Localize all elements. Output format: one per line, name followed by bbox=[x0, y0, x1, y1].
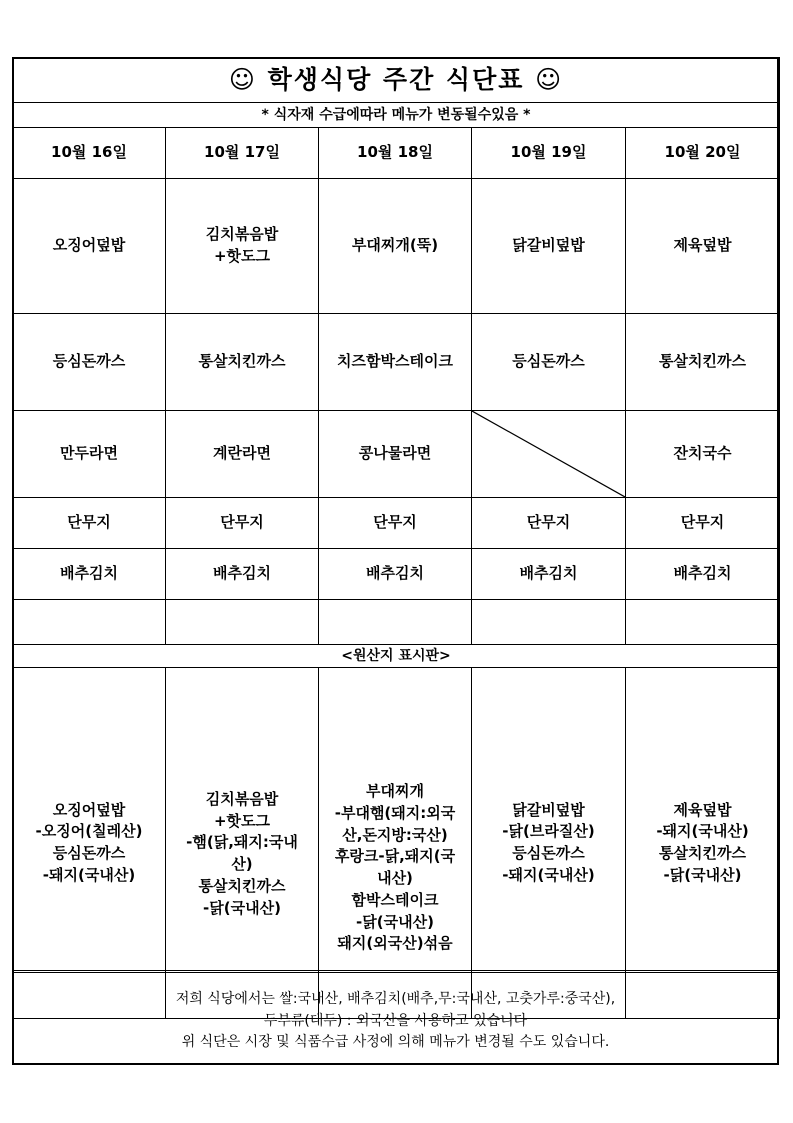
kimchi-cell: 배추김치 bbox=[626, 549, 780, 600]
main-dish-cell: 제육덮밥 bbox=[626, 179, 780, 314]
side-dish-cell: 등심돈까스 bbox=[472, 314, 626, 411]
side-dish-cell: 등심돈까스 bbox=[13, 314, 166, 411]
origin-cell: 닭갈비덮밥 -닭(브라질산) 등심돈까스 -돼지(국내산) bbox=[472, 668, 626, 1019]
date-cell: 10월 17일 bbox=[166, 128, 319, 179]
noodle-cell: 콩나물라면 bbox=[319, 411, 472, 498]
origin-cell: 제육덮밥 -돼지(국내산) 통살치킨까스 -닭(국내산) bbox=[626, 668, 780, 1019]
noodle-cell: 계란라면 bbox=[166, 411, 319, 498]
pickle-cell: 단무지 bbox=[319, 498, 472, 549]
noodle-row bbox=[13, 411, 780, 498]
date-row bbox=[13, 128, 780, 179]
main-dish-cell: 오징어덮밥 bbox=[13, 179, 166, 314]
kimchi-row bbox=[13, 549, 780, 600]
diagonal-slash bbox=[472, 411, 625, 497]
origin-board-title: <원산지 표시판> bbox=[13, 645, 780, 668]
side-dish-cell: 치즈함박스테이크 bbox=[319, 314, 472, 411]
origin-cell: 오징어덮밥 -오징어(칠레산) 등심돈까스 -돼지(국내산) bbox=[13, 668, 166, 1019]
main-dish-cell: 닭갈비덮밥 bbox=[472, 179, 626, 314]
weekly-menu-table bbox=[12, 57, 780, 1019]
empty-cell bbox=[166, 600, 319, 645]
empty-cell bbox=[319, 600, 472, 645]
origin-row bbox=[13, 668, 780, 1019]
kimchi-cell: 배추김치 bbox=[166, 549, 319, 600]
empty-row bbox=[13, 600, 780, 645]
kimchi-cell: 배추김치 bbox=[319, 549, 472, 600]
pickle-cell: 단무지 bbox=[626, 498, 780, 549]
noodle-cell-empty bbox=[472, 411, 626, 498]
pickle-cell: 단무지 bbox=[472, 498, 626, 549]
pickle-cell: 단무지 bbox=[13, 498, 166, 549]
main-dish-row bbox=[13, 179, 780, 314]
footer-line: 저희 식당에서는 쌀:국내산, 배추김치(배추,무:국내산, 고춧가루:중국산), bbox=[175, 991, 616, 1007]
menu-change-notice: * 식자재 수급에따라 메뉴가 변동될수있음 * bbox=[13, 103, 780, 128]
date-cell: 10월 18일 bbox=[319, 128, 472, 179]
empty-cell bbox=[626, 600, 780, 645]
origin-cell: 김치볶음밥 +핫도그 -햄(닭,돼지:국내 산) 통살치킨까스 -닭(국내산) bbox=[166, 668, 319, 1019]
main-dish-cell: 부대찌개(뚝) bbox=[319, 179, 472, 314]
footer-line: 위 식단은 시장 및 식품수급 사정에 의해 메뉴가 변경될 수도 있습니다. bbox=[181, 1034, 610, 1051]
origin-cell: 부대찌개 -부대햄(돼지:외국 산,돈지방:국산) 후랑크-닭,돼지(국 내산) 함박스테이크 -닭(국내산) 돼지(외국산)섞음 bbox=[319, 668, 472, 1019]
footer-notice bbox=[14, 970, 777, 1063]
footer-line: 두부류(대두) : 외국산을 사용하고 있습니다 bbox=[263, 1012, 528, 1029]
pickle-cell: 단무지 bbox=[166, 498, 319, 549]
noodle-cell: 잔치국수 bbox=[626, 411, 780, 498]
kimchi-cell: 배추김치 bbox=[472, 549, 626, 600]
kimchi-cell: 배추김치 bbox=[13, 549, 166, 600]
side-dish-cell: 통살치킨까스 bbox=[626, 314, 780, 411]
date-cell: 10월 20일 bbox=[626, 128, 780, 179]
side-dish-cell: 통살치킨까스 bbox=[166, 314, 319, 411]
side-dish-row bbox=[13, 314, 780, 411]
empty-cell bbox=[472, 600, 626, 645]
empty-cell bbox=[13, 600, 166, 645]
main-dish-cell: 김치볶음밥 +핫도그 bbox=[166, 179, 319, 314]
date-cell: 10월 16일 bbox=[13, 128, 166, 179]
noodle-cell: 만두라면 bbox=[13, 411, 166, 498]
date-cell: 10월 19일 bbox=[472, 128, 626, 179]
page-title: ☺ 학생식당 주간 식단표 ☺ bbox=[13, 58, 780, 103]
pickle-row bbox=[13, 498, 780, 549]
